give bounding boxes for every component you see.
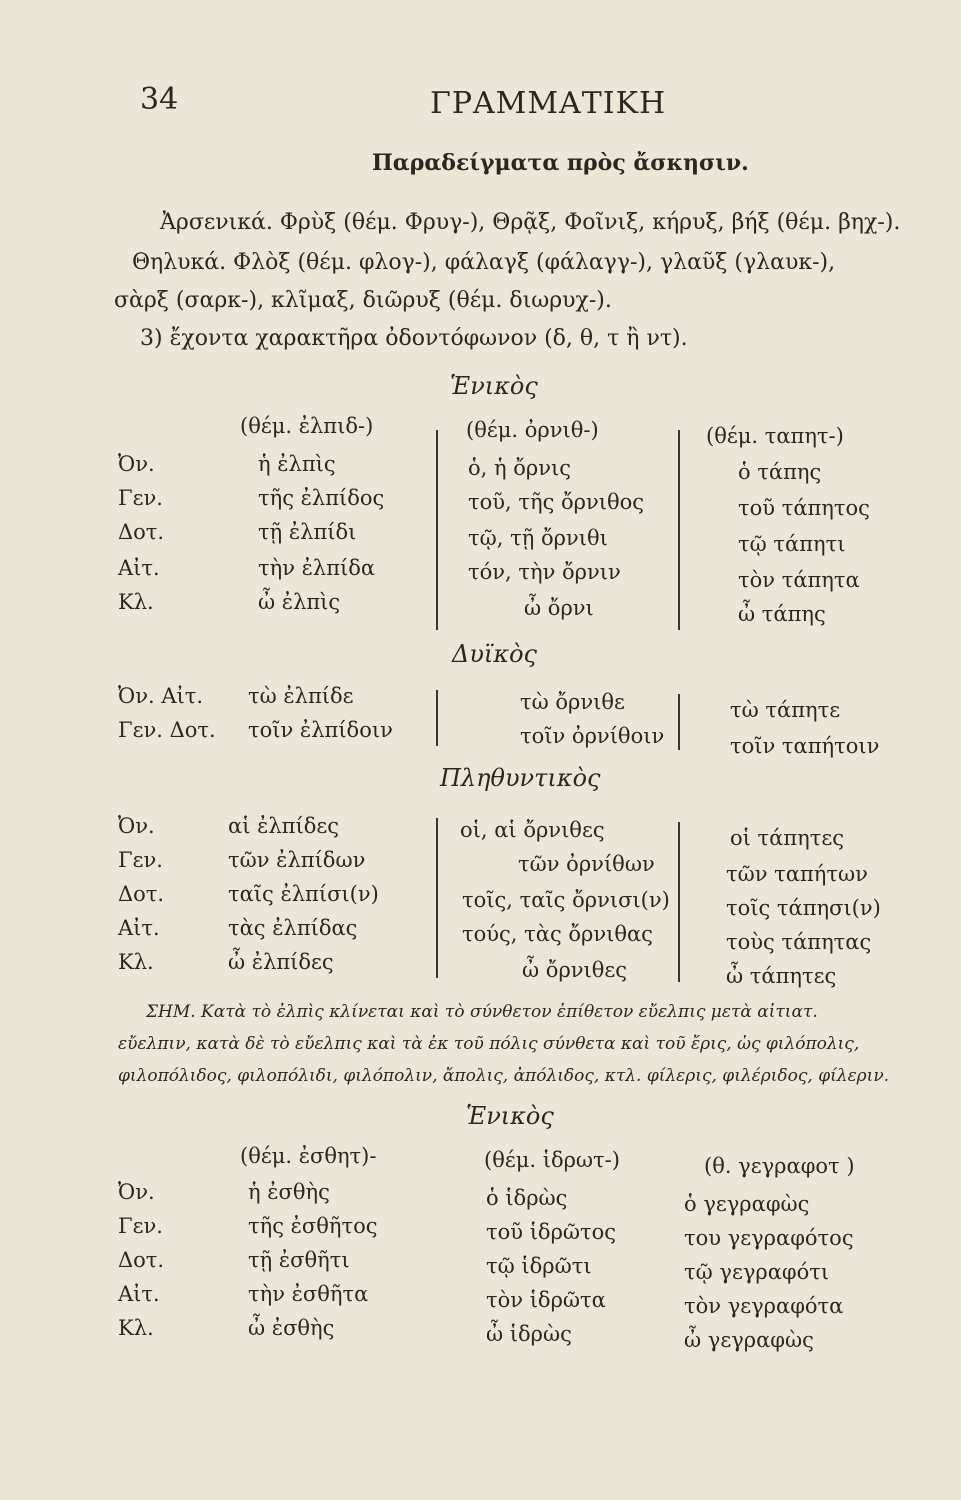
dual-heading: Δυϊκὸς bbox=[452, 640, 537, 668]
form: τῇ ἐσθῆτι bbox=[248, 1248, 350, 1272]
form: τὴν ἐσθῆτα bbox=[248, 1282, 369, 1306]
case-label: Αἰτ. bbox=[118, 556, 160, 580]
form: ὁ τάπης bbox=[738, 460, 822, 484]
note-line-1: ΣΗΜ. Κατὰ τὸ ἐλπὶς κλίνεται καὶ τὸ σύνθετον ἐπίθετον εὔελπις μετὰ αἰτιατ. bbox=[146, 1002, 818, 1022]
form: τῷ γεγραφότι bbox=[684, 1260, 830, 1284]
form: ταῖς ἐλπίσι(ν) bbox=[228, 882, 379, 906]
singular-heading-2: Ἑνικὸς bbox=[466, 1102, 554, 1130]
plural-heading: Πληθυντικὸς bbox=[440, 764, 601, 792]
form: τὼ ἐλπίδε bbox=[248, 684, 354, 708]
form: τοῖν ταπήτοιν bbox=[730, 734, 880, 758]
column-rule bbox=[436, 818, 438, 978]
form: ὦ τάπητες bbox=[726, 964, 837, 988]
form: ὦ ἐσθὴς bbox=[248, 1316, 335, 1340]
form: του γεγραφότος bbox=[684, 1226, 854, 1250]
form: τῷ τάπητι bbox=[738, 532, 846, 556]
form: τὸν γεγραφότα bbox=[684, 1294, 844, 1318]
form: ὦ ἱδρὼς bbox=[486, 1322, 572, 1346]
form: τοῖς τάπησι(ν) bbox=[726, 896, 881, 920]
form: ὦ γεγραφὼς bbox=[684, 1328, 814, 1352]
col1-stem: (θέμ. ἐσθητ)- bbox=[240, 1144, 377, 1168]
column-rule bbox=[678, 694, 680, 750]
form: τοῖς, ταῖς ὄρνισι(ν) bbox=[462, 888, 670, 912]
form: τῆς ἐσθῆτος bbox=[248, 1214, 378, 1238]
form: τοῦ τάπητος bbox=[738, 496, 870, 520]
note-line-2: εὔελπιν, κατὰ δὲ τὸ εὔελπις καὶ τὰ ἐκ τοῦ πόλις σύνθετα καὶ τοῦ ἔρις, ὡς φιλόπολις, bbox=[118, 1034, 860, 1054]
case-label: Κλ. bbox=[118, 1316, 154, 1340]
case-label: Δοτ. bbox=[118, 882, 165, 906]
intro-line-1: Ἀρσενικά. Φρὺξ (θέμ. Φρυγ-), Θρᾷξ, Φοῖνιξ, κήρυξ, βήξ (θέμ. βηχ-). bbox=[160, 210, 901, 235]
form: τοῦ ἱδρῶτος bbox=[486, 1220, 617, 1244]
intro-line-4: 3) ἔχοντα χαρακτῆρα ὀδοντόφωνον (δ, θ, τ ἢ ντ). bbox=[140, 326, 688, 351]
col1-stem: (θέμ. ἐλπιδ-) bbox=[240, 414, 374, 438]
form: ὁ, ἡ ὄρνις bbox=[468, 456, 572, 480]
form: τὸν ἱδρῶτα bbox=[486, 1288, 606, 1312]
form: τοῦ, τῆς ὄρνιθος bbox=[468, 490, 645, 514]
case-label: Ὀν. Αἰτ. bbox=[118, 684, 204, 708]
column-rule bbox=[678, 430, 680, 630]
form: τούς, τὰς ὄρνιθας bbox=[462, 922, 653, 946]
form: τὰς ἐλπίδας bbox=[228, 916, 358, 940]
form: τῶν ταπήτων bbox=[726, 862, 868, 886]
form: τῶν ὀρνίθων bbox=[518, 852, 655, 876]
case-label: Κλ. bbox=[118, 950, 154, 974]
form: ὦ ὄρνι bbox=[524, 596, 594, 620]
case-label: Γεν. bbox=[118, 1214, 163, 1238]
case-label: Γεν. bbox=[118, 848, 163, 872]
col3-stem: (θέμ. ταπητ-) bbox=[706, 424, 844, 448]
singular-heading: Ἑνικὸς bbox=[450, 372, 538, 400]
form: τοῖν ὀρνίθοιν bbox=[520, 724, 665, 748]
case-label: Ὀν. bbox=[118, 452, 155, 476]
case-label: Ὀν. bbox=[118, 814, 155, 838]
form: ὁ γεγραφὼς bbox=[684, 1192, 810, 1216]
form: τὼ ὄρνιθε bbox=[520, 690, 625, 714]
form: αἱ ἐλπίδες bbox=[228, 814, 339, 838]
page-number: 34 bbox=[140, 82, 179, 117]
intro-line-2: Θηλυκά. Φλὸξ (θέμ. φλογ-), φάλαγξ (φάλαγγ-), γλαῦξ (γλαυκ-), bbox=[132, 250, 836, 275]
case-label: Ὀν. bbox=[118, 1180, 155, 1204]
form: ὁ ἱδρὼς bbox=[486, 1186, 568, 1210]
case-label: Γεν. bbox=[118, 486, 163, 510]
col2-stem: (θέμ. ὀρνιθ-) bbox=[466, 418, 599, 442]
form: τῷ, τῇ ὄρνιθι bbox=[468, 526, 608, 550]
form: ὦ ὄρνιθες bbox=[522, 958, 628, 982]
column-rule bbox=[436, 430, 438, 630]
form: ὦ ἐλπίδες bbox=[228, 950, 334, 974]
running-title: ΓΡΑΜΜΑΤΙΚΗ bbox=[430, 86, 667, 121]
case-label: Δοτ. bbox=[118, 520, 165, 544]
form: τὸν τάπητα bbox=[738, 568, 860, 592]
form: τῆς ἐλπίδος bbox=[258, 486, 385, 510]
form: οἱ, αἱ ὄρνιθες bbox=[460, 818, 605, 842]
form: τόν, τὴν ὄρνιν bbox=[468, 560, 621, 584]
col3-stem: (θ. γεγραφοτ ) bbox=[704, 1154, 855, 1178]
form: τὼ τάπητε bbox=[730, 698, 841, 722]
case-label: Δοτ. bbox=[118, 1248, 165, 1272]
form: ἡ ἐλπὶς bbox=[258, 452, 336, 476]
case-label: Αἰτ. bbox=[118, 1282, 160, 1306]
column-rule bbox=[436, 690, 438, 746]
form: τοὺς τάπητας bbox=[726, 930, 872, 954]
form: τοῖν ἐλπίδοιν bbox=[248, 718, 393, 742]
form: τῶν ἐλπίδων bbox=[228, 848, 366, 872]
column-rule bbox=[678, 822, 680, 982]
intro-line-3: σὰρξ (σαρκ-), κλῖμαξ, διῶρυξ (θέμ. διωρυχ-). bbox=[114, 288, 612, 313]
exercise-heading: Παραδείγματα πρὸς ἄσκησιν. bbox=[372, 150, 749, 176]
form: ὦ τάπης bbox=[738, 602, 826, 626]
form: τὴν ἐλπίδα bbox=[258, 556, 376, 580]
case-label: Γεν. Δοτ. bbox=[118, 718, 216, 742]
form: οἱ τάπητες bbox=[730, 826, 844, 850]
form: ἡ ἐσθὴς bbox=[248, 1180, 330, 1204]
form: τῇ ἐλπίδι bbox=[258, 520, 357, 544]
col2-stem: (θέμ. ἱδρωτ-) bbox=[484, 1148, 620, 1172]
note-line-3: φιλοπόλιδος, φιλοπόλιδι, φιλόπολιν, ἄπολις, ἀπόλιδος, κτλ. φίλερις, φιλέριδος, φίλεριν. bbox=[118, 1066, 890, 1086]
case-label: Αἰτ. bbox=[118, 916, 160, 940]
case-label: Κλ. bbox=[118, 590, 154, 614]
form: ὦ ἐλπὶς bbox=[258, 590, 341, 614]
form: τῷ ἱδρῶτι bbox=[486, 1254, 592, 1278]
